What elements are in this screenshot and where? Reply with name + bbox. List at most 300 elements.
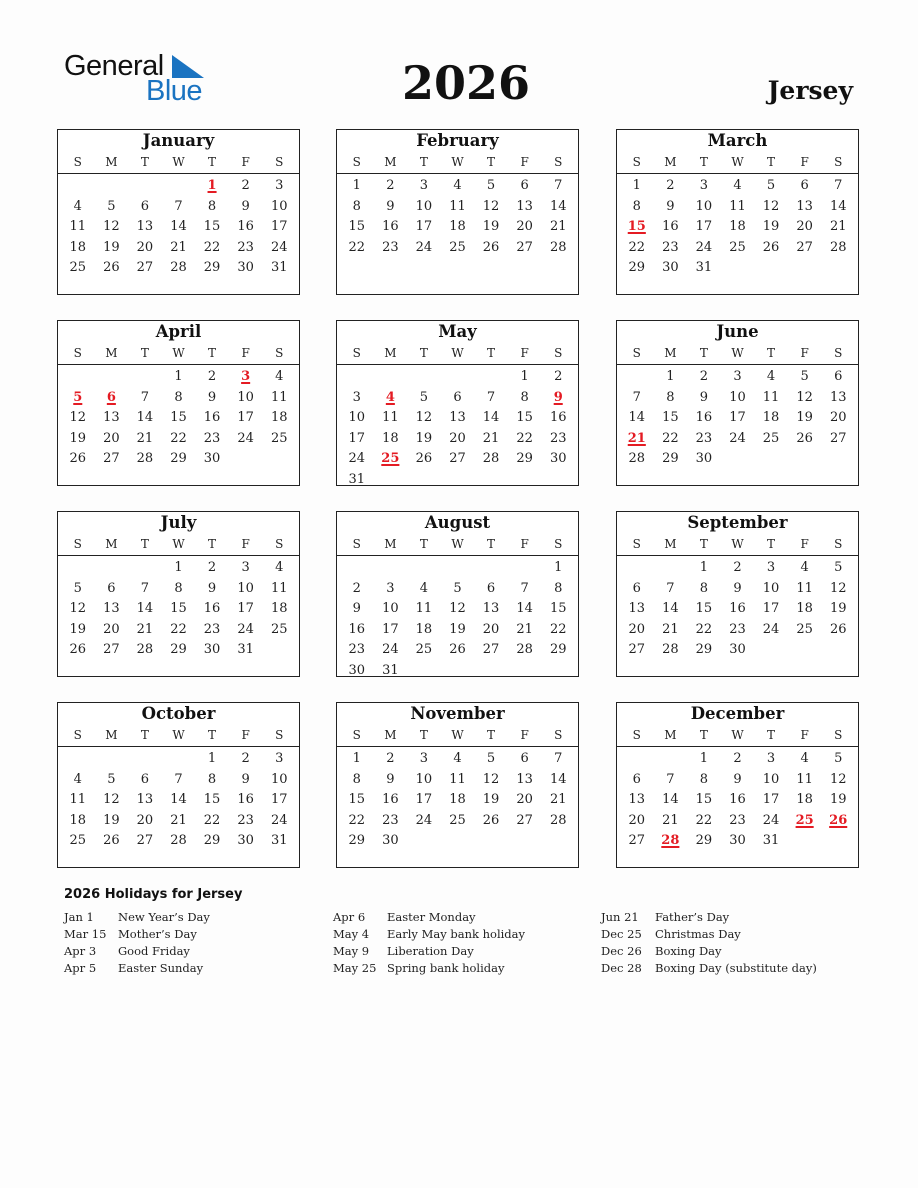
date-cell: 17 bbox=[695, 219, 713, 235]
date-cell: 2 bbox=[241, 751, 250, 766]
date-cell: 29 bbox=[170, 642, 187, 658]
date-cell: 1 bbox=[352, 178, 361, 193]
date-cell: 5 bbox=[834, 560, 843, 575]
holiday-date-cell: 15 bbox=[627, 219, 646, 235]
date-cell: 24 bbox=[762, 621, 780, 637]
date-cell: 9 bbox=[699, 389, 709, 405]
date-cell: 13 bbox=[628, 792, 646, 808]
weekday-label: T bbox=[419, 728, 428, 742]
date-cell: 14 bbox=[136, 410, 154, 426]
weekday-label: F bbox=[241, 537, 250, 551]
weekday-label: F bbox=[520, 155, 529, 169]
holiday-name: Early May bank holiday bbox=[387, 927, 526, 941]
date-cell: 19 bbox=[829, 792, 847, 808]
date-cell: 20 bbox=[829, 410, 847, 426]
weekday-header bbox=[617, 155, 858, 171]
date-cell: 8 bbox=[699, 771, 709, 787]
month-november bbox=[336, 702, 579, 868]
empty-day-cell bbox=[95, 558, 129, 579]
date-cell: 11 bbox=[762, 389, 780, 405]
date-cell: 19 bbox=[103, 239, 120, 255]
weekday-label: S bbox=[632, 728, 641, 742]
date-cell: 19 bbox=[103, 812, 120, 828]
date-cell: 16 bbox=[203, 410, 221, 426]
date-cell: 20 bbox=[628, 812, 646, 828]
date-cell: 5 bbox=[834, 751, 843, 766]
empty-day-cell bbox=[374, 558, 408, 579]
weekday-label: S bbox=[352, 537, 361, 551]
date-cell: 13 bbox=[136, 219, 154, 235]
date-cell: 16 bbox=[729, 792, 746, 808]
date-cell: 10 bbox=[270, 198, 288, 214]
date-cell: 9 bbox=[207, 580, 217, 596]
date-cell: 3 bbox=[386, 580, 395, 596]
holiday-list-item bbox=[64, 910, 210, 927]
weekday-label: M bbox=[664, 346, 677, 360]
date-cell: 18 bbox=[449, 792, 466, 808]
date-cell: 2 bbox=[386, 751, 395, 766]
date-cell: 3 bbox=[419, 751, 429, 766]
date-cell: 20 bbox=[136, 812, 154, 828]
date-cell: 24 bbox=[270, 239, 288, 255]
empty-day-cell bbox=[620, 558, 654, 579]
weekday-label: M bbox=[105, 728, 118, 742]
date-cell: 8 bbox=[207, 198, 217, 214]
date-cell: 28 bbox=[549, 812, 567, 828]
weekday-label: T bbox=[487, 155, 496, 169]
date-cell: 12 bbox=[415, 410, 433, 426]
date-cell: 4 bbox=[800, 560, 809, 575]
date-cell: 30 bbox=[203, 451, 221, 467]
weekday-label: W bbox=[172, 728, 185, 742]
date-cell: 29 bbox=[549, 642, 567, 658]
weekday-label: M bbox=[105, 537, 118, 551]
holiday-date-cell: 4 bbox=[385, 389, 395, 405]
header-divider bbox=[617, 555, 858, 556]
date-cell: 13 bbox=[829, 389, 847, 405]
weekday-label: S bbox=[352, 155, 361, 169]
date-cell: 16 bbox=[237, 792, 254, 808]
holiday-list-item bbox=[601, 944, 817, 961]
weekday-header bbox=[58, 537, 299, 553]
date-cell: 7 bbox=[554, 751, 563, 766]
date-cell: 15 bbox=[170, 601, 187, 617]
date-cell: 7 bbox=[520, 580, 529, 596]
date-cell: 8 bbox=[699, 580, 709, 596]
weekday-label: F bbox=[800, 728, 809, 742]
date-cell: 24 bbox=[415, 239, 433, 255]
holiday-list-item bbox=[64, 944, 210, 961]
date-cell: 5 bbox=[73, 580, 82, 596]
holiday-list-item bbox=[601, 961, 817, 978]
month-july bbox=[57, 511, 300, 677]
date-cell: 6 bbox=[520, 751, 529, 766]
logo-text-blue: Blue bbox=[146, 75, 203, 107]
date-cell: 17 bbox=[415, 792, 433, 808]
date-cell: 21 bbox=[170, 812, 187, 828]
date-cell: 1 bbox=[352, 751, 361, 766]
date-cell: 12 bbox=[829, 580, 847, 596]
holiday-list-item bbox=[333, 910, 525, 927]
weekday-header bbox=[617, 537, 858, 553]
date-cell: 19 bbox=[69, 621, 87, 637]
weekday-label: M bbox=[384, 155, 397, 169]
date-cell: 13 bbox=[628, 601, 646, 617]
date-cell: 4 bbox=[419, 580, 429, 596]
date-cell: 2 bbox=[666, 178, 675, 193]
date-cell: 20 bbox=[482, 621, 500, 637]
holiday-list-item bbox=[601, 927, 817, 944]
date-cell: 18 bbox=[796, 601, 813, 617]
header-divider bbox=[58, 173, 299, 174]
weekday-label: S bbox=[554, 728, 563, 742]
date-cell: 3 bbox=[275, 751, 284, 766]
date-cell: 3 bbox=[352, 389, 361, 405]
header-divider bbox=[337, 173, 578, 174]
date-cell: 4 bbox=[800, 751, 809, 766]
date-cell: 20 bbox=[516, 792, 533, 808]
empty-day-cell bbox=[128, 749, 162, 770]
date-cell: 29 bbox=[170, 451, 187, 467]
date-cell: 15 bbox=[348, 792, 366, 808]
date-cell: 3 bbox=[419, 178, 429, 193]
date-cell: 23 bbox=[549, 430, 567, 446]
date-cell: 30 bbox=[549, 451, 567, 467]
date-cell: 28 bbox=[628, 451, 646, 467]
date-cell: 31 bbox=[348, 471, 366, 487]
date-cell: 22 bbox=[170, 430, 187, 446]
date-cell: 21 bbox=[482, 430, 500, 446]
weekday-label: W bbox=[172, 537, 185, 551]
date-cell: 17 bbox=[762, 601, 780, 617]
weekday-label: S bbox=[554, 537, 563, 551]
weekday-label: S bbox=[73, 155, 82, 169]
weekday-label: S bbox=[554, 346, 563, 360]
date-cell: 11 bbox=[270, 389, 288, 405]
date-cell: 1 bbox=[699, 751, 709, 766]
date-cell: 23 bbox=[382, 239, 399, 255]
day-grid bbox=[58, 558, 299, 661]
month-april bbox=[57, 320, 300, 486]
weekday-header bbox=[617, 346, 858, 362]
date-cell: 14 bbox=[516, 601, 533, 617]
date-cell: 2 bbox=[733, 751, 742, 766]
date-cell: 30 bbox=[237, 260, 254, 276]
weekday-label: F bbox=[241, 728, 250, 742]
empty-day-cell bbox=[95, 176, 129, 197]
date-cell: 20 bbox=[628, 621, 646, 637]
date-cell: 6 bbox=[140, 198, 150, 214]
date-cell: 30 bbox=[729, 833, 746, 849]
empty-day-cell bbox=[441, 367, 475, 388]
date-cell: 19 bbox=[69, 430, 87, 446]
date-cell: 13 bbox=[516, 771, 533, 787]
date-cell: 15 bbox=[516, 410, 533, 426]
weekday-header bbox=[58, 155, 299, 171]
weekday-label: T bbox=[767, 537, 776, 551]
date-cell: 30 bbox=[695, 451, 713, 467]
date-cell: 18 bbox=[69, 812, 87, 828]
date-cell: 20 bbox=[103, 430, 120, 446]
weekday-label: F bbox=[520, 537, 529, 551]
holiday-list-item bbox=[64, 961, 210, 978]
day-grid bbox=[337, 749, 578, 852]
date-cell: 4 bbox=[275, 369, 284, 384]
weekday-label: T bbox=[699, 728, 708, 742]
date-cell: 31 bbox=[237, 642, 254, 658]
holiday-date-cell: 1 bbox=[207, 178, 217, 193]
date-cell: 7 bbox=[174, 198, 183, 214]
weekday-label: T bbox=[419, 155, 428, 169]
date-cell: 17 bbox=[729, 410, 746, 426]
date-cell: 18 bbox=[415, 621, 433, 637]
date-cell: 13 bbox=[103, 601, 120, 617]
date-cell: 14 bbox=[482, 410, 500, 426]
date-cell: 27 bbox=[628, 642, 646, 658]
date-cell: 22 bbox=[695, 812, 713, 828]
date-cell: 18 bbox=[796, 792, 813, 808]
holiday-date: Apr 5 bbox=[64, 961, 97, 975]
date-cell: 12 bbox=[762, 198, 780, 214]
date-cell: 4 bbox=[73, 198, 82, 214]
holiday-date: Dec 28 bbox=[601, 961, 642, 975]
date-cell: 13 bbox=[482, 601, 500, 617]
day-grid bbox=[337, 176, 578, 258]
weekday-label: F bbox=[800, 537, 809, 551]
empty-day-cell bbox=[474, 367, 508, 388]
region-title: Jersey bbox=[767, 76, 853, 105]
holidays-column bbox=[601, 910, 817, 978]
date-cell: 21 bbox=[549, 219, 567, 235]
date-cell: 15 bbox=[170, 410, 187, 426]
date-cell: 27 bbox=[628, 833, 646, 849]
weekday-label: T bbox=[699, 537, 708, 551]
date-cell: 25 bbox=[796, 621, 813, 637]
date-cell: 23 bbox=[348, 642, 366, 658]
date-cell: 10 bbox=[762, 580, 780, 596]
weekday-label: W bbox=[451, 728, 464, 742]
date-cell: 28 bbox=[549, 239, 567, 255]
date-cell: 2 bbox=[207, 560, 217, 575]
date-cell: 11 bbox=[449, 198, 466, 214]
weekday-label: T bbox=[140, 537, 149, 551]
date-cell: 16 bbox=[203, 601, 221, 617]
holiday-name: Boxing Day (substitute day) bbox=[655, 961, 817, 975]
date-cell: 29 bbox=[695, 833, 713, 849]
date-cell: 7 bbox=[834, 178, 843, 193]
month-january bbox=[57, 129, 300, 295]
weekday-label: T bbox=[767, 728, 776, 742]
weekday-header bbox=[337, 728, 578, 744]
date-cell: 14 bbox=[170, 792, 187, 808]
date-cell: 10 bbox=[237, 580, 254, 596]
date-cell: 11 bbox=[69, 219, 87, 235]
holiday-date: Apr 6 bbox=[333, 910, 366, 924]
date-cell: 17 bbox=[270, 792, 288, 808]
date-cell: 2 bbox=[386, 178, 395, 193]
weekday-label: S bbox=[632, 537, 641, 551]
date-cell: 22 bbox=[348, 239, 366, 255]
date-cell: 9 bbox=[666, 198, 675, 214]
date-cell: 3 bbox=[733, 369, 742, 384]
holiday-date: Mar 15 bbox=[64, 927, 107, 941]
date-cell: 5 bbox=[419, 389, 429, 405]
weekday-label: T bbox=[140, 728, 149, 742]
date-cell: 11 bbox=[796, 580, 813, 596]
date-cell: 24 bbox=[237, 430, 254, 446]
date-cell: 5 bbox=[800, 369, 809, 384]
weekday-label: W bbox=[731, 346, 744, 360]
date-cell: 12 bbox=[69, 410, 87, 426]
date-cell: 30 bbox=[203, 642, 221, 658]
date-cell: 17 bbox=[348, 430, 366, 446]
day-grid bbox=[617, 558, 858, 661]
date-cell: 20 bbox=[136, 239, 154, 255]
date-cell: 7 bbox=[140, 580, 150, 596]
holiday-date-cell: 28 bbox=[661, 833, 680, 849]
holiday-date: Apr 3 bbox=[64, 944, 97, 958]
date-cell: 22 bbox=[628, 239, 646, 255]
holiday-date: May 25 bbox=[333, 961, 377, 975]
holiday-date-cell: 21 bbox=[627, 430, 646, 446]
date-cell: 27 bbox=[136, 260, 154, 276]
date-cell: 11 bbox=[729, 198, 746, 214]
weekday-label: S bbox=[275, 728, 284, 742]
weekday-label: M bbox=[105, 155, 118, 169]
empty-day-cell bbox=[128, 367, 162, 388]
weekday-label: T bbox=[487, 537, 496, 551]
date-cell: 1 bbox=[699, 560, 709, 575]
date-cell: 1 bbox=[207, 751, 217, 766]
date-cell: 25 bbox=[729, 239, 746, 255]
month-december bbox=[616, 702, 859, 868]
holiday-list-item bbox=[64, 927, 210, 944]
weekday-label: T bbox=[419, 346, 428, 360]
date-cell: 1 bbox=[174, 560, 183, 575]
date-cell: 26 bbox=[762, 239, 780, 255]
holiday-date-cell: 6 bbox=[106, 389, 116, 405]
date-cell: 30 bbox=[382, 833, 399, 849]
date-cell: 5 bbox=[453, 580, 462, 596]
date-cell: 21 bbox=[136, 621, 154, 637]
date-cell: 10 bbox=[729, 389, 746, 405]
date-cell: 19 bbox=[482, 219, 500, 235]
holiday-date: Dec 26 bbox=[601, 944, 642, 958]
date-cell: 12 bbox=[796, 389, 813, 405]
date-cell: 11 bbox=[415, 601, 433, 617]
date-cell: 14 bbox=[136, 601, 154, 617]
month-title: November bbox=[410, 704, 505, 723]
empty-day-cell bbox=[340, 558, 374, 579]
date-cell: 5 bbox=[107, 771, 116, 787]
date-cell: 15 bbox=[203, 219, 221, 235]
weekday-label: S bbox=[352, 346, 361, 360]
weekday-label: T bbox=[767, 346, 776, 360]
date-cell: 22 bbox=[695, 621, 713, 637]
weekday-label: T bbox=[767, 155, 776, 169]
date-cell: 29 bbox=[203, 833, 221, 849]
date-cell: 11 bbox=[796, 771, 813, 787]
date-cell: 12 bbox=[449, 601, 466, 617]
date-cell: 7 bbox=[486, 389, 496, 405]
empty-day-cell bbox=[340, 367, 374, 388]
date-cell: 9 bbox=[352, 601, 361, 617]
weekday-label: F bbox=[241, 155, 250, 169]
month-august bbox=[336, 511, 579, 677]
date-cell: 14 bbox=[549, 198, 567, 214]
month-title: June bbox=[716, 322, 759, 341]
date-cell: 21 bbox=[549, 792, 567, 808]
weekday-label: M bbox=[384, 728, 397, 742]
date-cell: 25 bbox=[69, 260, 87, 276]
date-cell: 17 bbox=[237, 601, 254, 617]
date-cell: 20 bbox=[103, 621, 120, 637]
holiday-name: Good Friday bbox=[118, 944, 190, 958]
empty-day-cell bbox=[654, 749, 688, 770]
holiday-date-cell: 3 bbox=[241, 369, 251, 384]
date-cell: 15 bbox=[662, 410, 679, 426]
date-cell: 4 bbox=[453, 751, 462, 766]
date-cell: 18 bbox=[762, 410, 780, 426]
holiday-name: Easter Monday bbox=[387, 910, 476, 924]
month-title: October bbox=[141, 704, 216, 723]
date-cell: 24 bbox=[237, 621, 254, 637]
day-grid bbox=[617, 367, 858, 470]
date-cell: 17 bbox=[415, 219, 433, 235]
date-cell: 5 bbox=[107, 198, 116, 214]
date-cell: 21 bbox=[829, 219, 847, 235]
date-cell: 9 bbox=[207, 389, 217, 405]
date-cell: 28 bbox=[136, 642, 154, 658]
weekday-label: M bbox=[384, 346, 397, 360]
logo-text-general: General bbox=[64, 50, 164, 82]
day-grid bbox=[58, 367, 299, 470]
month-october bbox=[57, 702, 300, 868]
date-cell: 27 bbox=[103, 642, 120, 658]
date-cell: 22 bbox=[348, 812, 366, 828]
weekday-label: S bbox=[834, 346, 843, 360]
month-title: August bbox=[424, 513, 491, 532]
date-cell: 28 bbox=[662, 642, 679, 658]
holiday-name: New Year’s Day bbox=[118, 910, 210, 924]
date-cell: 17 bbox=[270, 219, 288, 235]
holiday-date-cell: 5 bbox=[73, 389, 83, 405]
date-cell: 26 bbox=[103, 833, 120, 849]
date-cell: 2 bbox=[554, 369, 563, 384]
empty-day-cell bbox=[61, 176, 95, 197]
weekday-label: W bbox=[731, 537, 744, 551]
holiday-name: Boxing Day bbox=[655, 944, 722, 958]
day-grid bbox=[337, 367, 578, 491]
holiday-list-item bbox=[333, 927, 525, 944]
date-cell: 29 bbox=[695, 642, 713, 658]
day-grid bbox=[617, 749, 858, 852]
weekday-label: T bbox=[208, 728, 217, 742]
weekday-label: T bbox=[419, 537, 428, 551]
date-cell: 12 bbox=[69, 601, 87, 617]
weekday-label: M bbox=[664, 155, 677, 169]
header-divider bbox=[617, 173, 858, 174]
date-cell: 8 bbox=[174, 580, 183, 596]
weekday-label: T bbox=[140, 346, 149, 360]
holiday-date-cell: 25 bbox=[795, 812, 814, 828]
date-cell: 18 bbox=[729, 219, 746, 235]
weekday-header bbox=[617, 728, 858, 744]
date-cell: 3 bbox=[241, 560, 250, 575]
holiday-name: Liberation Day bbox=[387, 944, 474, 958]
date-cell: 5 bbox=[486, 751, 496, 766]
date-cell: 29 bbox=[628, 260, 646, 276]
